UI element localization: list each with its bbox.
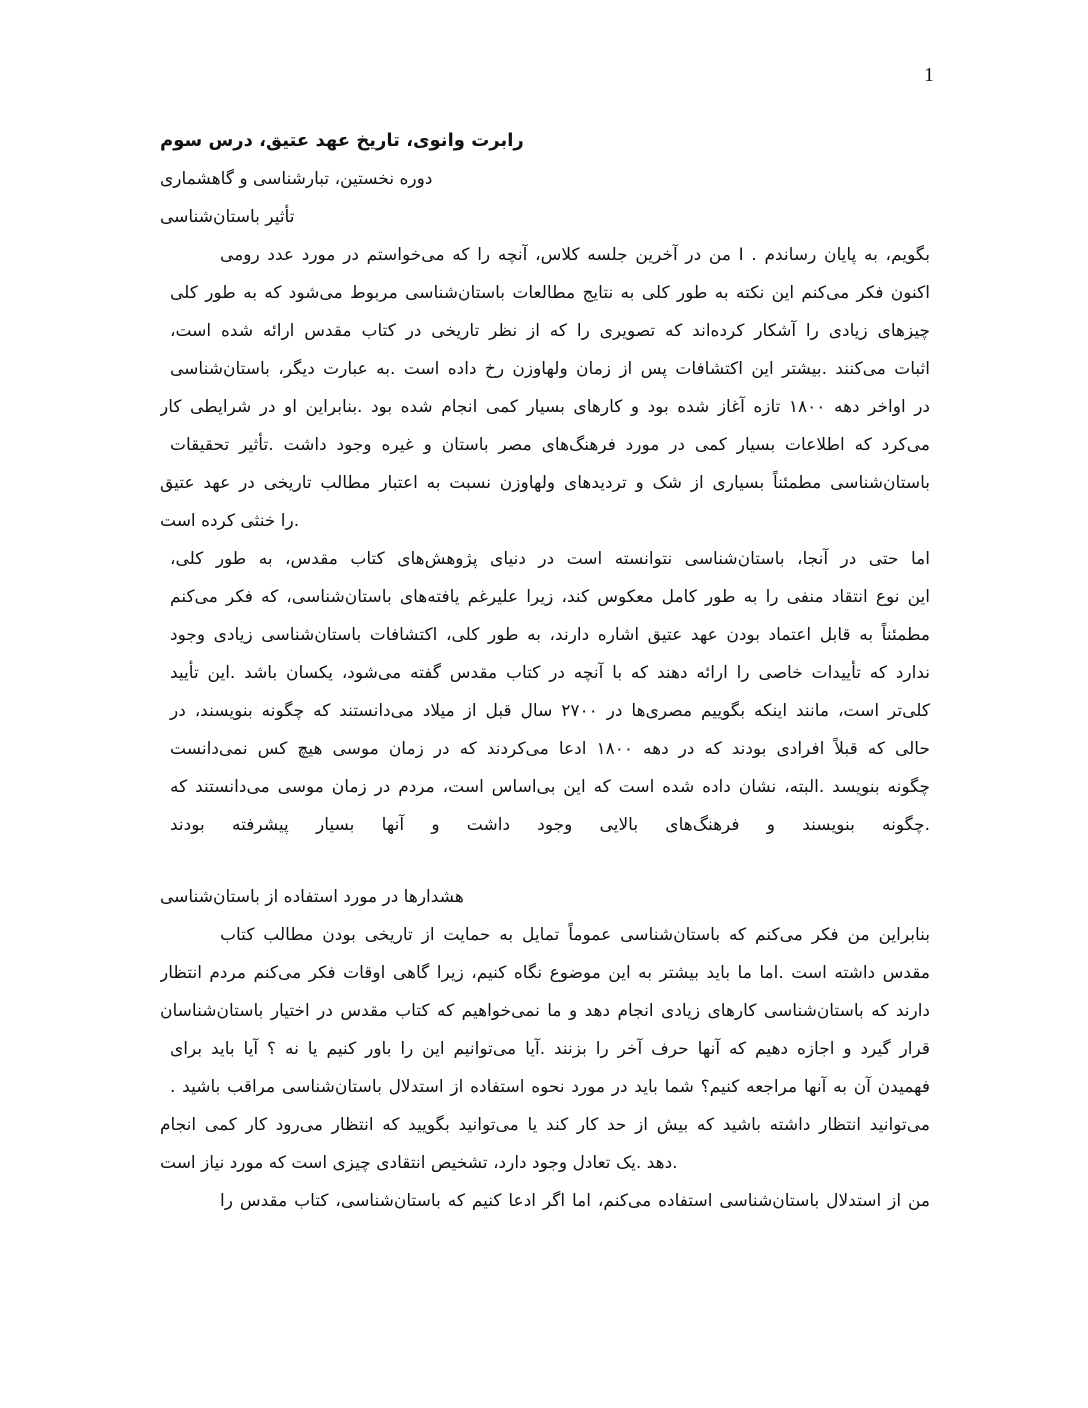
text-line: در اواخر دهه ۱۸۰۰ تازه آغاز شده بود و کارهای بسیار کمی انجام شده بود .بنابراین او در شرایطی کار — [160, 397, 930, 417]
text-line: فهمیدن آن به آنها مراجعه کنیم؟ شما باید در مورد نحوه استفاده از استدلال باستان‌شناسی مراقب باشید . — [170, 1077, 930, 1097]
text-line: اما حتی در آنجا، باستان‌شناسی نتوانسته است در دنیای پژوهش‌های کتاب مقدس، به طور کلی، — [170, 549, 930, 569]
paragraph-3 — [160, 916, 930, 1220]
page-number: 1 — [924, 64, 934, 86]
text-line: اثبات می‌کنند .بیشتر این اکتشافات پس از زمان ولهاوزن رخ داده است .به عبارت دیگر، باستان‌شناسی — [170, 359, 930, 379]
section-heading-archaeology-impact: تأثیر باستان‌شناسی — [160, 207, 295, 227]
text-line: من از استدلال باستان‌شناسی استفاده می‌کنم، اما اگر ادعا کنیم که باستان‌شناسی، کتاب مقدس را — [220, 1191, 930, 1211]
text-line: باستان‌شناسی مطمئناً بسیاری از شک و تردیدهای ولهاوزن نسبت به اعتبار مطالب تاریخی در عهد عتیق — [160, 473, 930, 493]
text-line: دارند که باستان‌شناسی کارهای زیادی انجام دهد و ما نمی‌خواهیم که کتاب مقدس در اختیار باستان‌شناسان — [160, 1001, 930, 1021]
document-title: رابرت وانوی، تاریخ عهد عتیق، درس سوم — [160, 130, 524, 151]
text-line: کلی‌تر است، مانند اینکه بگوییم مصری‌ها در ۲۷۰۰ سال قبل از میلاد می‌دانستند که چگونه بنویسند، در — [170, 701, 930, 721]
text-line: .را خنثی کرده است — [160, 511, 300, 531]
text-line: مطمئناً به قابل اعتماد بودن عهد عتیق اشاره دارند، به طور کلی، اکتشافات باستان‌شناسی زیادی وجود — [170, 625, 930, 645]
document-body — [160, 122, 930, 1220]
paragraph-1 — [160, 236, 930, 540]
text-line: می‌کرد که اطلاعات بسیار کمی در مورد فرهنگ‌های مصر باستان و غیره وجود داشت .تأثیر تحقیقات — [170, 435, 930, 455]
text-line: اکنون فکر می‌کنم این نکته به طور کلی به نتایج مطالعات باستان‌شناسی مربوط می‌شود که به طور کلی — [170, 283, 930, 303]
text-line: .چگونه بنویسند و فرهنگ‌های بالایی وجود داشت و آنها بسیار پیشرفته بودند — [170, 815, 930, 835]
text-line: این نوع انتقاد منفی را به طور کامل معکوس کند، زیرا علیرغم یافته‌های باستان‌شناسی، که فکر می‌کنم — [170, 587, 930, 607]
text-line: حالی که قبلاً افرادی بودند که در دهه ۱۸۰۰ ادعا می‌کردند که در زمان موسی هیچ کس نمی‌دانست — [170, 739, 930, 759]
text-line: می‌توانید انتظار داشته باشید که بیش از حد کار کند یا می‌توانید بگویید که انتظار می‌رود کار کمی انجام — [160, 1115, 930, 1135]
text-line: قرار گیرد و اجازه دهیم که آنها حرف آخر را بزنند .آیا می‌توانیم این را باور کنیم یا نه ؟ آیا باید برای — [170, 1039, 930, 1059]
text-line: ندارد که تأییدات خاصی را ارائه دهند که با آنچه در کتاب مقدس گفته می‌شود، یکسان باشد .این تأیید — [170, 663, 930, 683]
text-line: مقدس داشته است .اما ما باید بیشتر به این موضوع نگاه کنیم، زیرا گاهی اوقات فکر می‌کنم مردم انتظار — [160, 963, 930, 983]
section-heading-warnings: هشدارها در مورد استفاده از باستان‌شناسی — [160, 887, 464, 907]
text-line: بگویم، به پایان رساندم . I من در آخرین جلسه کلاس، آنچه را که می‌خواستم در مورد عدد رومی — [220, 245, 930, 265]
text-line: بنابراین من فکر می‌کنم که باستان‌شناسی عموماً تمایل به حمایت از تاریخی بودن مطالب کتاب — [220, 925, 930, 945]
text-line: .دهد .یک تعادل وجود دارد، تشخیص انتقادی چیزی است که مورد نیاز است — [160, 1153, 678, 1173]
document-subtitle: دوره نخستین، تبارشناسی و گاهشماری — [160, 169, 433, 189]
text-line: چگونه بنویسد .البته، نشان داده شده است که این بی‌اساس است، مردم در زمان موسی می‌دانستند که — [170, 777, 930, 797]
paragraph-2 — [160, 540, 930, 844]
text-line: چیزهای زیادی را آشکار کرده‌اند که تصویری را که از نظر تاریخی در کتاب مقدس ارائه شده است، — [170, 321, 930, 341]
